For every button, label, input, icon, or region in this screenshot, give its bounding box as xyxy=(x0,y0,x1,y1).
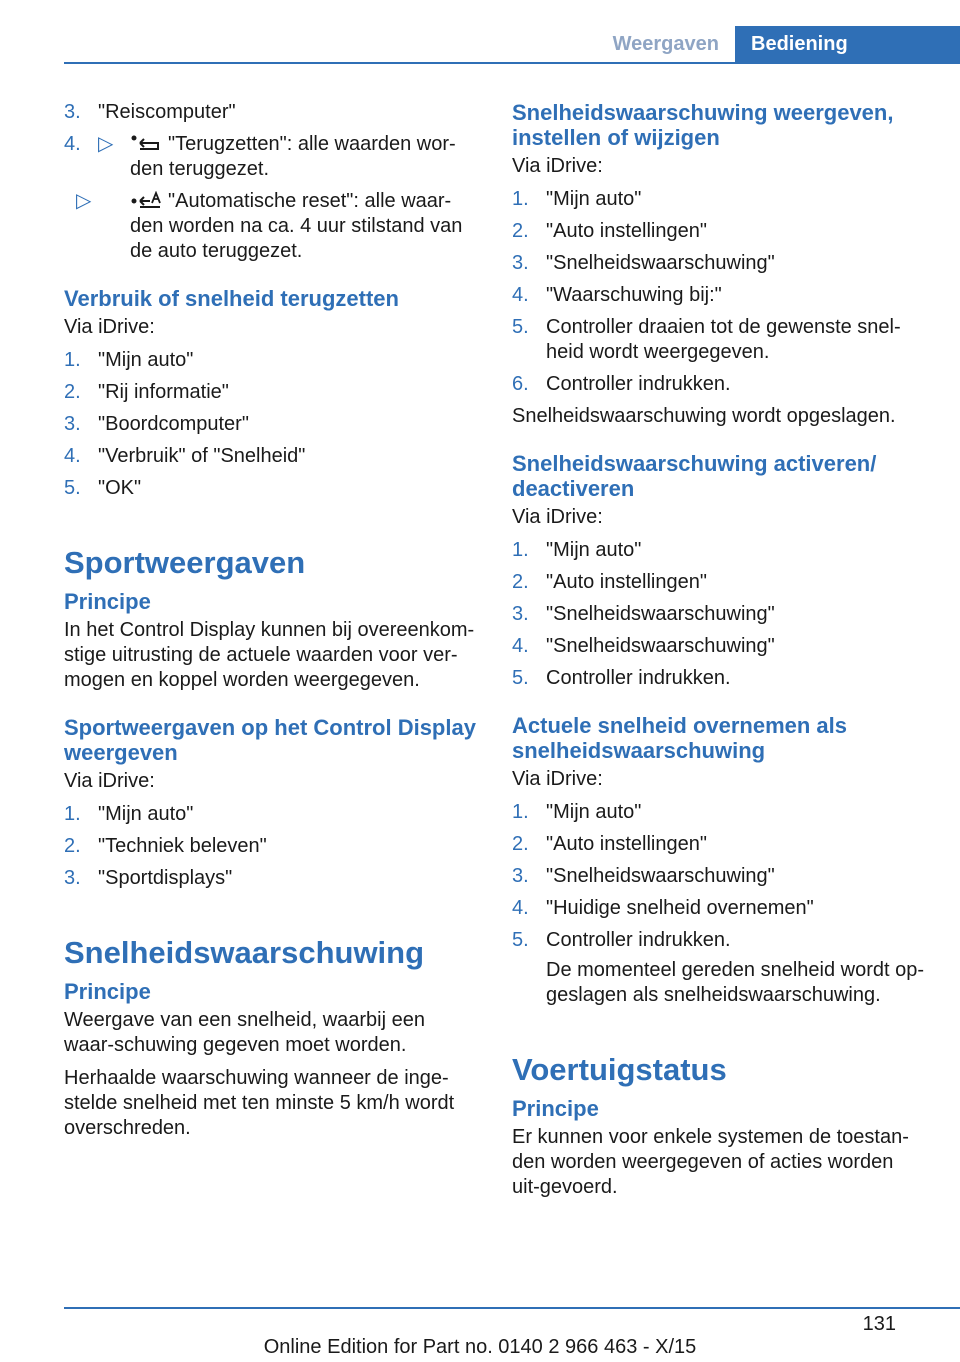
left-column xyxy=(64,100,476,1149)
list-item: 1. "Mijn auto" xyxy=(512,801,642,823)
reset-list xyxy=(64,100,476,182)
heading-principe: Principe xyxy=(64,979,151,1004)
via-idrive: Via iDrive: xyxy=(512,768,603,790)
via-idrive: Via iDrive: xyxy=(512,155,603,177)
via-idrive: Via iDrive: xyxy=(64,770,155,792)
verbruik-list xyxy=(64,348,476,501)
reset-icon xyxy=(130,134,162,152)
heading-principe: Principe xyxy=(64,589,151,614)
list-item: 5. Controller indrukken. xyxy=(512,929,731,951)
list-item: 5. Controller draaien tot de gewenste snel-heid wordt weergegeven. xyxy=(512,316,901,363)
list-item: 4. "Waarschuwing bij:" xyxy=(512,284,722,306)
overnemen-list xyxy=(512,800,924,953)
list-item: 3. "Snelheidswaarschuwing" xyxy=(512,603,775,625)
list-item: 5. Controller indrukken. xyxy=(512,667,731,689)
list-item: 3. "Snelheidswaarschuwing" xyxy=(512,865,775,887)
via-idrive: Via iDrive: xyxy=(64,316,155,338)
list-item: 1. "Mijn auto" xyxy=(512,539,642,561)
list-note: De momenteel gereden snelheid wordt op-geslagen als snelheidswaarschuwing. xyxy=(546,959,924,1006)
heading-activeren: Snelheidswaarschuwing activeren/ deactiveren xyxy=(512,451,877,501)
right-column xyxy=(512,100,924,1208)
title-snelheidswaarschuwing: Snelheidswaarschuwing xyxy=(64,935,425,970)
list-item: 5. "OK" xyxy=(64,477,142,499)
list-item: 4. "Huidige snelheid overnemen" xyxy=(512,897,814,919)
paragraph: Er kunnen voor enkele systemen de toestan-den worden weergegeven of acties worden uit-gevoerd. xyxy=(512,1126,909,1198)
list-item: 4. "Verbruik" of "Snelheid" xyxy=(64,445,306,467)
list-item: 2. "Auto instellingen" xyxy=(512,833,707,855)
heading-weergeven: Snelheidswaarschuwing weergeven, instellen of wijzigen xyxy=(512,100,894,150)
page-number: 131 xyxy=(862,1313,896,1335)
list-item: 2. "Rij informatie" xyxy=(64,381,229,403)
list-item: 2. "Auto instellingen" xyxy=(512,571,707,593)
title-voertuigstatus: Voertuigstatus xyxy=(512,1052,727,1087)
list-item: 1. "Mijn auto" xyxy=(64,349,194,371)
section-tab: Weergaven xyxy=(612,33,719,55)
auto-reset-icon xyxy=(130,191,162,209)
via-idrive: Via iDrive: xyxy=(512,506,603,528)
list-item: 3. "Reiscomputer" xyxy=(64,101,236,123)
list-item: 3. "Sportdisplays" xyxy=(64,867,233,889)
sport-list xyxy=(64,802,476,891)
title-sportweergaven: Sportweergaven xyxy=(64,545,306,580)
heading-overnemen: Actuele snelheid overnemen als snelheidswaarschuwing xyxy=(512,713,848,763)
list-item: 3. "Boordcomputer" xyxy=(64,413,249,435)
activeren-list xyxy=(512,538,924,691)
weergeven-list xyxy=(512,187,924,397)
paragraph: Weergave van een snelheid, waarbij een waar-schuwing gegeven moet worden. xyxy=(64,1009,425,1056)
list-item: 1. "Mijn auto" xyxy=(512,188,642,210)
paragraph: Snelheidswaarschuwing wordt opgeslagen. xyxy=(512,405,896,427)
paragraph: In het Control Display kunnen bij overeenkom-stige uitrusting de actuele waarden voor ver-mogen en koppel worden weergegeven. xyxy=(64,619,475,691)
sub-list xyxy=(64,189,476,264)
list-item: 6. Controller indrukken. xyxy=(512,373,731,395)
chapter-tab: Bediening xyxy=(735,26,960,62)
list-item: 3. "Snelheidswaarschuwing" xyxy=(512,252,775,274)
list-item: 4. "Snelheidswaarschuwing" xyxy=(512,635,775,657)
list-item: 2. "Auto instellingen" xyxy=(512,220,707,242)
page-header xyxy=(64,26,960,64)
heading-sport-display: Sportweergaven op het Control Display weergeven xyxy=(64,715,476,765)
paragraph: Herhaalde waarschuwing wanneer de inge-stelde snelheid met ten minste 5 km/h wordt overschreden. xyxy=(64,1067,455,1139)
list-item: ▷ "Automatische reset": alle waar-den worden na ca. 4 uur stilstand van de auto teruggezet. xyxy=(76,190,463,262)
list-item: 1. "Mijn auto" xyxy=(64,803,194,825)
heading-principe: Principe xyxy=(512,1096,599,1121)
list-item: 2. "Techniek beleven" xyxy=(64,835,267,857)
footer-divider xyxy=(64,1307,960,1309)
footer-edition: Online Edition for Part no. 0140 2 966 463 - X/15 xyxy=(263,1336,697,1358)
heading-verbruik: Verbruik of snelheid terugzetten xyxy=(64,286,399,311)
list-item: 4. ▷ "Terugzetten": alle waarden wor-den teruggezet. xyxy=(64,133,456,180)
